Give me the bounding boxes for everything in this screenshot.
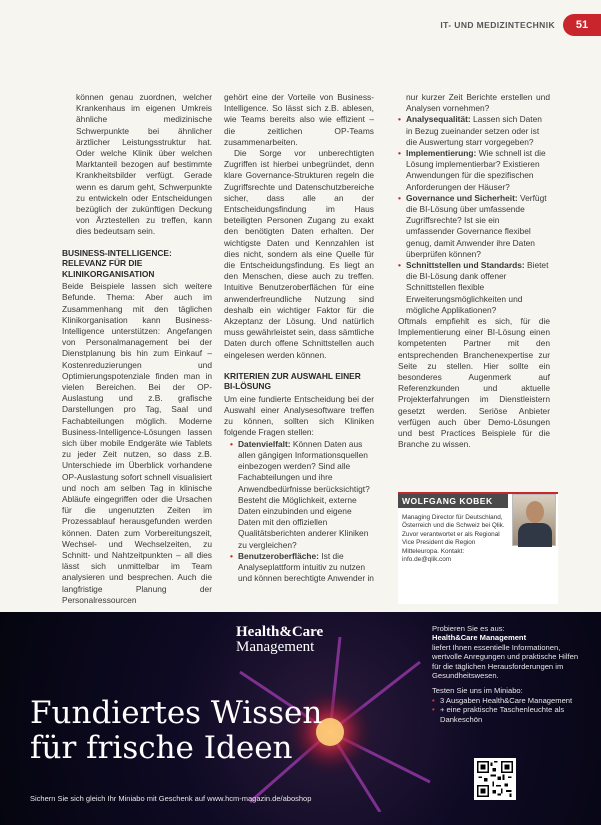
col3-intro: nur kurzer Zeit Berichte erstellen und Analysen vornehmen? bbox=[406, 92, 550, 114]
ad-promo-text: Probieren Sie es aus: Health&Care Management liefert Ihnen essentielle Informationen, wertvolle Anregungen und praktische Hilfen für die täglichen Herausforderungen im Gesundheitswesen. Testen Sie uns im Miniabo: • 3 Ausgaben Health&Care Management • + eine praktische Taschenleuchte als Dankeschön bbox=[432, 624, 582, 724]
column-3 bbox=[398, 92, 550, 451]
qr-code-icon[interactable] bbox=[474, 758, 516, 800]
ad-offer-list bbox=[432, 696, 582, 724]
advertisement-banner[interactable] bbox=[0, 612, 601, 825]
criteria-list-1 bbox=[224, 439, 374, 585]
col2-intro: gehört eine der Vorteile von Business-Intelligence. So lässt sich z.B. ablesen, wie Teams bereits also wie effizient – die zeitlichen OP-Teams zusammenarbeiten. bbox=[224, 92, 374, 147]
author-photo bbox=[512, 494, 556, 546]
col2-lead: Um eine fundierte Entscheidung bei der Auswahl einer Analysesoftware treffen zu können, sollten sich Kliniken folgende Fragen stellen: bbox=[224, 393, 374, 438]
column-2 bbox=[224, 92, 374, 584]
author-box bbox=[398, 492, 558, 604]
column-1 bbox=[62, 92, 212, 606]
list-item: • 3 Ausgaben Health&Care Management bbox=[432, 696, 582, 705]
page-header bbox=[400, 14, 601, 36]
list-item: • Governance und Sicherheit: Verfügt die BI-Lösung über umfassende Zugriffsrechte? Ist sie ein umfassender Governance flexibel genug, damit Anwender ihre Daten überprüfen können? bbox=[398, 193, 550, 260]
col1-body: Beide Beispiele lassen sich weitere Befunde. Thema: Aber auch im Zusammenhang mit den täglichen Klinikorganisation kann Business-Intelligence unterstützen: Angefangen von Personalmanagement bei der Dienstplanung bis hin zum Einkauf – Kostenreduzierungen und Optimierungspotenziale finden man in vielen Bereichen. Bei der OP-Auslastung und z.B. grafische Darstellungen pro Tag, Saal und Fachabteilungen möglich. Moderne Business-Intelligence-Lösungen lassen sich über mobile Endgeräte wie Tablets zu jeder Zeit nutzen, so dass z.B. Unterschiede im Überblick vorhandene OP-Auslastung sofort schnell visualisiert und noch am selben Tag in klinische Abläufe eingegriffen oder die Ursachen für die ungenutzten Zeiten im Prozessablauf herausgefunden werden können. Daten zum Vorbereitungszeit, Wechsel- und Wechselzeiten, zu Schnitt- und Nahtzeitpunkten – all dies lässt sich unmittelbar im Team analysieren und besprechen. Auch die langfristige Planung der Personalressourcen bbox=[62, 281, 212, 605]
list-item: • Datenvielfalt: Können Daten aus allen gängigen Informationsquellen einbezogen werden? Sind alle Fachabteilungen und ihre Anwendbedürfnisse berücksichtigt? Besteht die Möglichkeit, externe Daten einzubinden und eigene Daten mit den offiziellen Qualitätsberichten anderer Kliniken zu vergleichen? bbox=[230, 439, 374, 551]
author-name: WOLFGANG KOBEK bbox=[398, 494, 508, 508]
author-bio: Managing Director für Deutschland, Österreich und die Schweiz bei Qlik. Zuvor verantwortet er als Regional Vice President die Region Mitteleuropa. Kontakt: info.de@qlik.com bbox=[402, 514, 505, 564]
ad-headline: Fundiertes Wissen für frische Ideen bbox=[30, 695, 323, 766]
ad-footer-link[interactable]: Sichern Sie sich gleich Ihr Miniabo mit Geschenk auf www.hcm-magazin.de/aboshop bbox=[30, 794, 312, 803]
col1-intro: können genau zuordnen, welcher Krankenhaus im eigenen Umkreis ähnliche medizinische Schwerpunkte bei ähnlicher ärztlicher Leistungsstruktur hat. Oder welche Klinik über welchen Marktanteil bezogen auf bestimmte Krankheitsbilder verfügt. Gerade wenn es darum geht, Schwerpunkte zu entwickeln oder Entscheidungen bezüglich der zukünftigen Deckung von Ärztestellen zu treffen, kann dies bedeutsam sein. bbox=[76, 92, 212, 237]
col2-body: Die Sorge vor unberechtigten Zugriffen ist hierbei unbegründet, denn klare Governance-Strukturen regeln die Zugriffsrechte und Datenschutzbereiche sicher, dass alle an der Entscheidungsfindung im Haus beteiligten Personen Zugang zu exakt den benötigten Daten erhalten. Der wichtigste Daten und Kennzahlen ist dies nicht, sondern als eine Quelle für die Entscheidungsfindung. Es liegt an den Menschen, diese auch zu treffen. Intuitive Benutzeroberflächen für eine anwenderfreundliche Nutzung sind deshalb ein wichtiger Faktor für die Akzeptanz der Lösung. Und natürlich muss gewährleistet sein, dass sämtliche Daten durch offene Schnittstellen auch eingelesen werden können. bbox=[224, 148, 374, 360]
col1-heading: BUSINESS-INTELLIGENCE: RELEVANZ FÜR DIE KLINIKORGANISATION bbox=[62, 247, 172, 279]
list-item: • Schnittstellen und Standards: Bietet die BI-Lösung dank offener Schnittstellen flexible Erweiterungsmöglichkeiten und mögliche Applikationen? bbox=[398, 260, 550, 316]
list-item: • Analysequalität: Lassen sich Daten in Bezug zueinander setzen oder ist die Auswertung starr vorgegeben? bbox=[398, 114, 550, 148]
section-label: IT- UND MEDIZINTECHNIK bbox=[440, 20, 555, 30]
criteria-list-2 bbox=[398, 114, 550, 316]
list-item: • Benutzeroberfläche: Ist die Analyseplattform intuitiv zu nutzen und können berechtigte Anwender in bbox=[230, 551, 374, 585]
list-item: • + eine praktische Taschenleuchte als Dankeschön bbox=[432, 705, 582, 724]
magazine-logo: Health&Care Management bbox=[236, 624, 324, 655]
col2-heading: KRITERIEN ZUR AUSWAHL EINER BI-LÖSUNG bbox=[224, 370, 361, 392]
list-item: • Implementierung: Wie schnell ist die Lösung implementierbar? Existieren Anwendungen für die spezifischen Anforderungen der Häuser? bbox=[398, 148, 550, 193]
col3-closing: Oftmals empfiehlt es sich, für die Implementierung einer BI-Lösung einen kompetenten Partner mit den entsprechenden Branchenexpertise zur Seite zu stellen. Hier sollte ein besonderes Augenmerk auf Referenzkunden und aktuelle Projekterfahrungen im Dienstleistern gesetzt werden. Seriöse Anbieter verfügen auch über Demo-Lösungen und best Practices Beispiele für die Branche zu wissen. bbox=[398, 316, 550, 450]
page-number-badge: 51 bbox=[563, 14, 601, 36]
